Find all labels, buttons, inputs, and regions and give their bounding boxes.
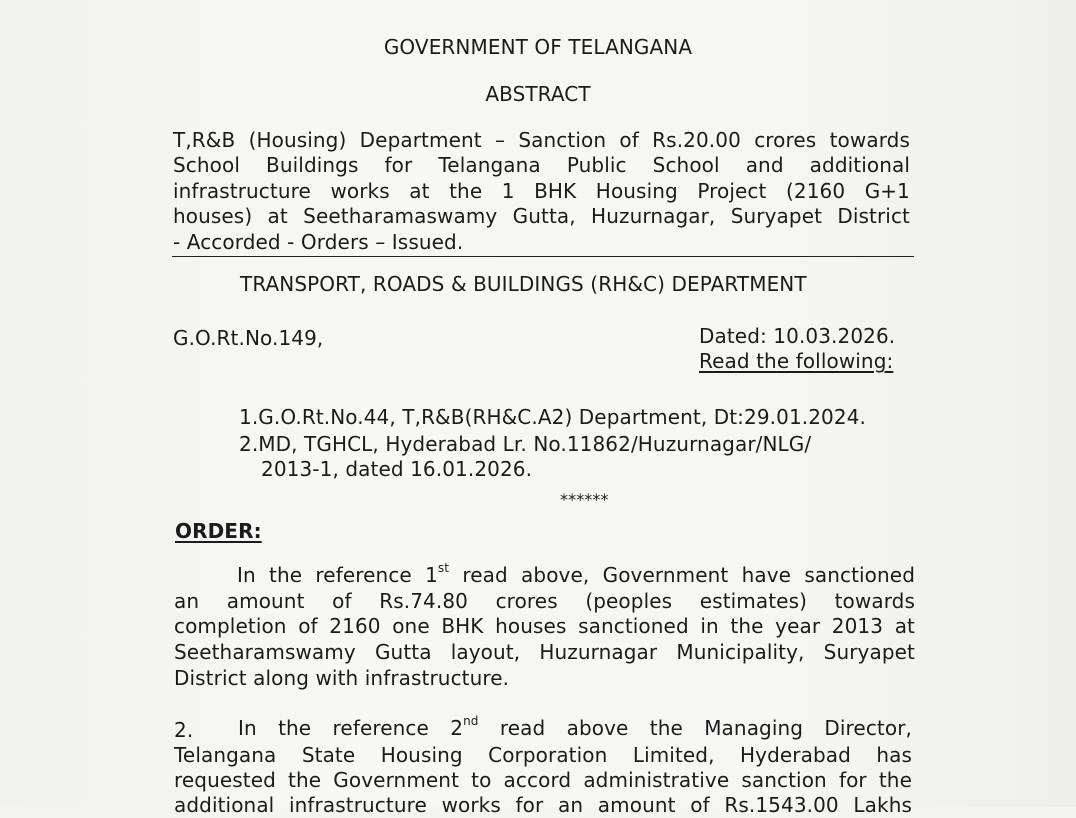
paragraph-line: In the reference 1st read above, Government have sanctioned <box>237 561 915 587</box>
order-date: Dated: 10.03.2026. <box>699 324 896 348</box>
go-number: G.O.Rt.No.149, <box>173 326 324 350</box>
paragraph-line: Telangana State Housing Corporation Limited, Hyderabad has <box>174 743 912 767</box>
abstract-heading: ABSTRACT <box>485 82 591 106</box>
separator-stars: ****** <box>560 490 609 509</box>
department-heading: TRANSPORT, ROADS & BUILDINGS (RH&C) DEPARTMENT <box>240 272 807 296</box>
subject-line: - Accorded - Orders – Issued. <box>173 230 464 254</box>
subject-line: School Buildings for Telangana Public School and additional <box>173 153 910 177</box>
divider-line <box>172 256 914 257</box>
subject-line: houses) at Seetharamaswamy Gutta, Huzurnagar, Suryapet District <box>173 204 910 228</box>
paragraph-line: requested the Government to accord administrative sanction for the <box>174 768 912 792</box>
paragraph-number: 2. <box>174 718 194 742</box>
paragraph-line: additional infrastructure works for an amount of Rs.1543.00 Lakhs <box>174 793 912 817</box>
government-heading: GOVERNMENT OF TELANGANA <box>383 35 693 59</box>
order-heading: ORDER: <box>175 519 262 543</box>
paragraph-line: Seetharamswamy Gutta layout, Huzurnagar Municipality, Suryapet <box>174 640 915 664</box>
reference-item: 2013-1, dated 16.01.2026. <box>261 457 533 481</box>
subject-line: T,R&B (Housing) Department – Sanction of Rs.20.00 crores towards <box>173 128 910 152</box>
paragraph-line: an amount of Rs.74.80 crores (peoples estimates) towards <box>174 589 915 613</box>
paragraph-line: District along with infrastructure. <box>174 666 510 690</box>
reference-item: 1.G.O.Rt.No.44, T,R&B(RH&C.A2) Department, Dt:29.01.2024. <box>239 405 866 429</box>
paragraph-line: completion of 2160 one BHK houses sanctioned in the year 2013 at <box>174 614 915 638</box>
paragraph-line: In the reference 2nd read above the Managing Director, <box>238 714 912 740</box>
read-following-label: Read the following: <box>699 349 894 373</box>
subject-line: infrastructure works at the 1 BHK Housing Project (2160 G+1 <box>173 179 910 203</box>
reference-item: 2.MD, TGHCL, Hyderabad Lr. No.11862/Huzurnagar/NLG/ <box>239 432 812 456</box>
